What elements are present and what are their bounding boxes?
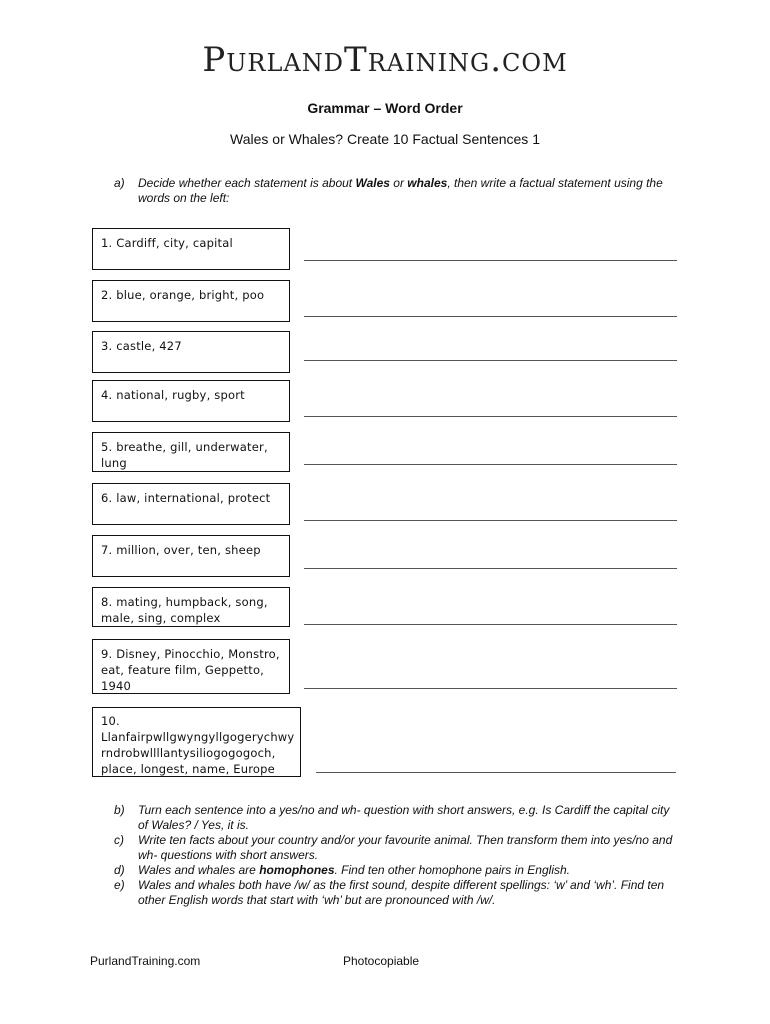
prompt-box [92, 535, 290, 577]
task-text: Wales and whales both have /w/ as the first sound, despite different spellings: ‘w’ and ‘wh’. Find ten other English words that start with ‘wh’ but are pronounced with /w/. [138, 878, 665, 907]
prompt-text: 6. law, international, protect [101, 491, 271, 505]
prompt-box [92, 331, 290, 373]
prompt-text-line: place, longest, name, Europe [101, 762, 275, 776]
task-text: Turn each sentence into a yes/no and wh- question with short answers, e.g. Is Cardiff the capital city of Wales? / Yes, it is. [138, 803, 670, 832]
prompt-text-line: rndrobwllllantysiliogogogoch, [101, 746, 276, 760]
prompt-text: 4. national, rugby, sport [101, 388, 245, 402]
task-item [114, 863, 678, 878]
answer-line[interactable] [304, 464, 677, 465]
prompt-box [92, 707, 301, 777]
prompt-text: 1. Cardiff, city, capital [101, 236, 233, 250]
footer-center: Photocopiable [343, 954, 420, 968]
instruction-bold-whales: whales [407, 176, 448, 190]
answer-line[interactable] [304, 316, 677, 317]
worksheet-heading: Grammar – Word Order [307, 100, 463, 116]
task-marker: b) [114, 803, 125, 817]
answer-line[interactable] [304, 568, 677, 569]
task-marker: c) [114, 833, 124, 847]
prompt-text-line: Llanfairpwllgwyngyllgogerychwy [101, 730, 295, 744]
task-item [114, 803, 678, 833]
task-item [114, 878, 678, 908]
instruction-text: , then write a factual statement using the words on the left: [138, 176, 663, 205]
prompt-box [92, 280, 290, 322]
prompt-text: 7. million, over, ten, sheep [101, 543, 261, 557]
task-text: Write ten facts about your country and/or your favourite animal. Then transform them into yes/no and wh- questions with short answers. [138, 833, 673, 862]
prompt-box [92, 483, 290, 525]
prompt-box [92, 228, 290, 270]
prompt-text: 3. castle, 427 [101, 339, 182, 353]
prompt-box [92, 587, 290, 627]
prompt-text: 2. blue, orange, bright, poo [101, 288, 265, 302]
prompt-text: 8. mating, humpback, song, male, sing, complex [101, 595, 268, 625]
footer-left: PurlandTraining.com [90, 954, 201, 968]
answer-line[interactable] [304, 360, 677, 361]
worksheet-subheading: Wales or Whales? Create 10 Factual Sentences 1 [230, 131, 540, 147]
instruction-text: or [389, 176, 408, 190]
answer-line[interactable] [304, 260, 677, 261]
task-text: Wales and whales are [138, 863, 260, 877]
task-item [114, 833, 678, 863]
answer-line[interactable] [304, 688, 677, 689]
answer-line[interactable] [304, 520, 677, 521]
answer-line[interactable] [304, 416, 677, 417]
prompt-text: 9. Disney, Pinocchio, Monstro, eat, feature film, Geppetto, 1940 [101, 647, 280, 693]
prompt-box [92, 380, 290, 422]
task-bold: homophones [259, 863, 335, 877]
answer-line[interactable] [304, 624, 677, 625]
further-tasks-list [114, 803, 678, 908]
answer-line[interactable] [316, 772, 676, 773]
task-marker: d) [114, 863, 125, 877]
instruction-bold-wales: Wales [355, 176, 390, 190]
instruction-text: Decide whether each statement is about [138, 176, 356, 190]
prompt-box [92, 639, 290, 694]
task-text: . Find ten other homophone pairs in English. [334, 863, 570, 877]
instruction-marker: a) [114, 176, 125, 190]
task-marker: e) [114, 878, 125, 892]
prompt-box [92, 432, 290, 472]
instruction-a [114, 176, 678, 206]
prompt-text: 5. breathe, gill, underwater, lung [101, 440, 268, 470]
prompt-text-line: 10. [101, 714, 120, 728]
site-title: PurlandTraining.com [202, 40, 568, 80]
